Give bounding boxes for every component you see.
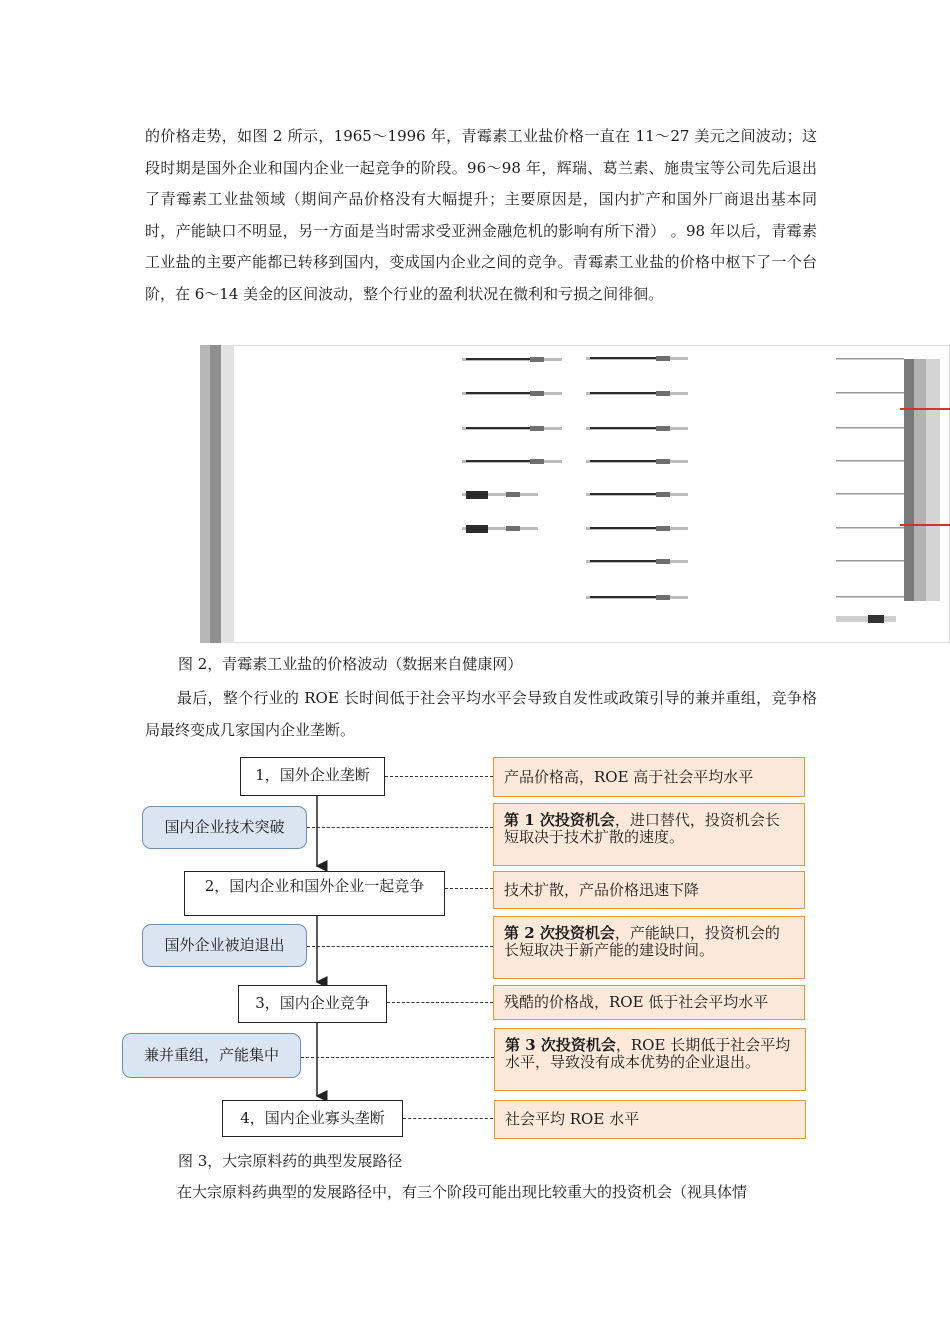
stage-1-note (493, 757, 805, 797)
stage-2-box (184, 871, 445, 916)
opportunity-3-box (494, 1028, 806, 1091)
stage-1-box (240, 757, 385, 796)
connector-stage-4 (403, 1118, 493, 1119)
connector-opportunity-1 (307, 827, 493, 828)
opportunity-1-body: ，进口替代，投资机会长短取决于技术扩散的速度。 (504, 811, 780, 846)
stage-4-note-text: 社会平均 ROE 水平 (505, 1110, 640, 1128)
stage-4-label: 4，国内企业寡头垄断 (240, 1109, 385, 1127)
stage-2-note (493, 871, 805, 909)
paragraph-investment-stages: 在大宗原料药典型的发展路径中，有三个阶段可能出现比较重大的投资机会（视具体情 (177, 1183, 748, 1201)
stage-2-label: 2，国内企业和国外企业一起竞争 (204, 877, 425, 895)
connector-opportunity-2 (307, 946, 493, 947)
stage-3-label: 3，国内企业竞争 (255, 994, 370, 1012)
stage-4-note (494, 1100, 806, 1139)
stage-2-note-text: 技术扩散，产品价格迅速下降 (504, 880, 700, 899)
opportunity-1-head: 第 1 次投资机会 (504, 811, 615, 829)
driver-1-label: 国内企业技术突破 (164, 818, 285, 836)
stage-1-label: 1，国外企业垄断 (255, 766, 370, 784)
opportunity-2-box (493, 916, 805, 979)
opportunity-1-box (493, 803, 805, 866)
stage-3-box (238, 985, 387, 1023)
stage-1-note-text: 产品价格高，ROE 高于社会平均水平 (504, 767, 754, 786)
driver-2-label: 国外企业被迫退出 (164, 936, 285, 954)
stage-3-note (493, 985, 805, 1020)
opportunity-2-body: ，产能缺口，投资机会的长短取决于新产能的建设时间。 (504, 924, 780, 959)
driver-tech-breakthrough (142, 806, 307, 849)
opportunity-2-head: 第 2 次投资机会 (504, 924, 615, 942)
connector-opportunity-3 (301, 1057, 494, 1058)
driver-foreign-exit (142, 924, 307, 967)
stage-4-box (222, 1100, 403, 1137)
stage-3-note-text: 残酷的价格战，ROE 低于社会平均水平 (504, 993, 769, 1011)
driver-consolidation (122, 1033, 301, 1078)
connector-stage-1 (385, 776, 493, 777)
connector-stage-2 (445, 888, 493, 889)
figure2-price-chart-image (200, 345, 950, 643)
paragraph-price-trend: 的价格走势，如图 2 所示，1965～1996 年，青霉素工业盐价格一直在 11～27 美元之间波动；这段时期是国外企业和国内企业一起竞争的阶段。96～98 年，辉瑞、葛兰素、施贵宝等公司先后退出了青霉素工业盐领域（期间产品价格没有大幅提升；主要原因是，国内扩产和国外厂商退出基本同时，产能缺口不明显，另一方面是当时需求受亚洲金融危机的影响有所下滑） 。98 年以后，青霉素工业盐的主要产能都已转移到国内，变成国内企业之间的竞争。青霉素工业盐的价格中枢下了一个台阶，在 6～14 美金的区间波动，整个行业的盈利状况在微利和亏损之间徘徊。 (145, 127, 817, 303)
figure2-caption: 图 2，青霉素工业盐的价格波动（数据来自健康网） (178, 655, 523, 673)
connector-stage-3 (387, 1002, 493, 1003)
figure3-caption: 图 3，大宗原料药的典型发展路径 (178, 1152, 403, 1170)
driver-3-label: 兼并重组，产能集中 (143, 1046, 279, 1064)
paragraph-roe-consolidation: 最后，整个行业的 ROE 长时间低于社会平均水平会导致自发性或政策引导的兼并重组，竞争格局最终变成几家国内企业垄断。 (145, 689, 817, 739)
opportunity-3-head: 第 3 次投资机会 (505, 1036, 616, 1054)
opportunity-3-body: ，ROE 长期低于社会平均水平，导致没有成本优势的企业退出。 (505, 1036, 791, 1071)
